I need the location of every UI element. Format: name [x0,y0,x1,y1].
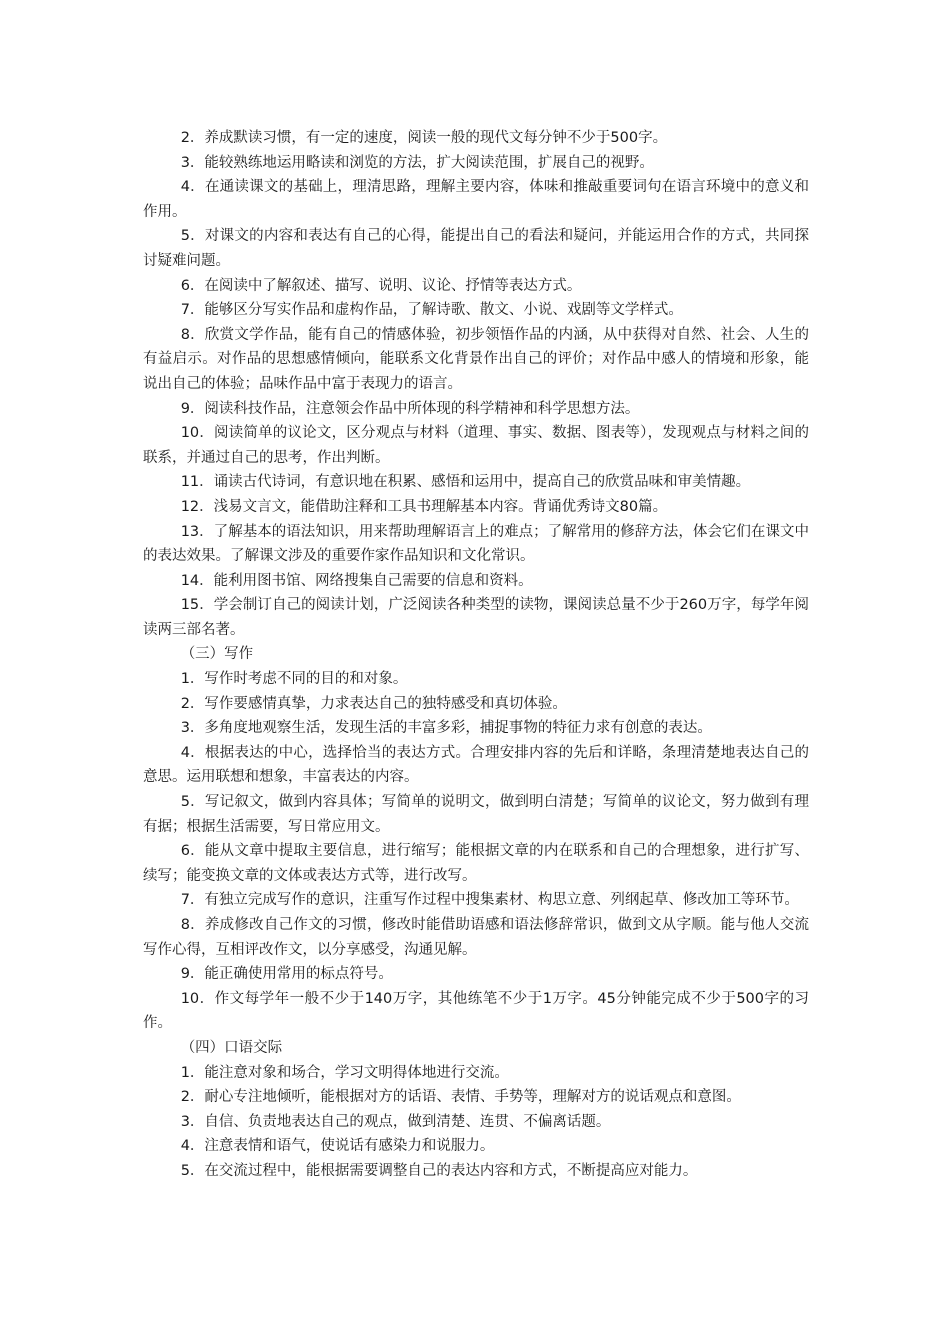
reading-item-8: 8．欣赏文学作品，能有自己的情感体验，初步领悟作品的内涵，从中获得对自然、社会、人生的有益启示。对作品的思想感情倾向，能联系文化背景作出自己的评价；对作品中感人的情境和形象，能说出自己的体验；品味作品中富于表现力的语言。 [143,326,809,392]
speaking-item-3: 3．自信、负责地表达自己的观点，做到清楚、连贯、不偏离话题。 [180,1113,611,1130]
document-page [143,126,809,1184]
writing-item-7: 7．有独立完成写作的意识，注重写作过程中搜集素材、构思立意、列纲起草、修改加工等环节。 [180,892,799,909]
writing-item-3: 3．多角度地观察生活，发现生活的丰富多彩，捕捉事物的特征力求有创意的表达。 [180,720,712,737]
reading-item-5: 5．对课文的内容和表达有自己的心得，能提出自己的看法和疑问，并能运用合作的方式，共同探讨疑难问题。 [143,228,809,269]
writing-item-9: 9．能正确使用常用的标点符号。 [180,966,393,983]
speaking-item-4: 4．注意表情和语气，使说话有感染力和说服力。 [180,1138,495,1155]
speaking-item-2: 2．耐心专注地倾听，能根据对方的话语、表情、手势等，理解对方的说话观点和意图。 [180,1089,741,1106]
reading-item-9: 9．阅读科技作品，注意领会作品中所体现的科学精神和科学思想方法。 [180,400,640,417]
reading-item-10: 10．阅读简单的议论文，区分观点与材料（道理、事实、数据、图表等），发现观点与材料之间的联系，并通过自己的思考，作出判断。 [143,425,809,466]
reading-item-7: 7．能够区分写实作品和虚构作品，了解诗歌、散文、小说、戏剧等文学样式。 [180,302,683,319]
writing-item-10: 10．作文每学年一般不少于140万字，其他练笔不少于1万字。45分钟能完成不少于500字的习作。 [143,990,809,1032]
reading-item-2: 2．养成默读习惯，有一定的速度，阅读一般的现代文每分钟不少于500字。 [180,130,668,146]
writing-heading: （三）写作 [180,646,254,663]
speaking-heading: （四）口语交际 [180,1039,283,1056]
reading-item-13: 13．了解基本的语法知识，用来帮助理解语言上的难点；了解常用的修辞方法，体会它们在课文中的表达效果。了解课文涉及的重要作家作品知识和文化常识。 [143,523,809,565]
writing-item-5: 5．写记叙文，做到内容具体；写简单的说明文，做到明白清楚；写简单的议论文，努力做到有理有据；根据生活需要，写日常应用文。 [143,794,809,835]
reading-item-11: 11．诵读古代诗词，有意识地在积累、感悟和运用中，提高自己的欣赏品味和审美情趣。 [180,474,751,491]
reading-item-4: 4．在通读课文的基础上，理清思路，理解主要内容，体味和推敲重要词句在语言环境中的意义和作用。 [143,179,809,220]
writing-item-2: 2．写作要感情真挚，力求表达自己的独特感受和真切体验。 [180,695,567,712]
reading-item-15: 15．学会制订自己的阅读计划，广泛阅读各种类型的读物，课阅读总量不少于260万字，每学年阅读两三部名著。 [143,597,809,638]
speaking-item-1: 1．能注意对象和场合，学习文明得体地进行交流。 [180,1064,509,1081]
writing-item-4: 4．根据表达的中心，选择恰当的表达方式。合理安排内容的先后和详略，条理清楚地表达自己的意思。运用联想和想象，丰富表达的内容。 [143,744,809,786]
reading-item-6: 6．在阅读中了解叙述、描写、说明、议论、抒情等表达方式。 [180,277,582,294]
writing-item-6: 6．能从文章中提取主要信息，进行缩写；能根据文章的内在联系和自己的合理想象，进行扩写、续写；能变换文章的文体或表达方式等，进行改写。 [143,843,809,884]
reading-item-3: 3．能较熟练地运用略读和浏览的方法，扩大阅读范围，扩展自己的视野。 [180,154,654,171]
reading-item-12: 12．浅易文言文，能借助注释和工具书理解基本内容。背诵优秀诗文80篇。 [180,498,668,515]
writing-item-8: 8．养成修改自己作文的习惯，修改时能借助语感和语法修辞常识，做到文从字顺。能与他人交流写作心得，互相评改作文，以分享感受，沟通见解。 [143,917,809,958]
reading-item-14: 14．能利用图书馆、网络搜集自己需要的信息和资料。 [180,572,533,589]
writing-item-1: 1．写作时考虑不同的目的和对象。 [180,671,408,688]
speaking-item-5: 5．在交流过程中，能根据需要调整自己的表达内容和方式，不断提高应对能力。 [180,1162,698,1179]
